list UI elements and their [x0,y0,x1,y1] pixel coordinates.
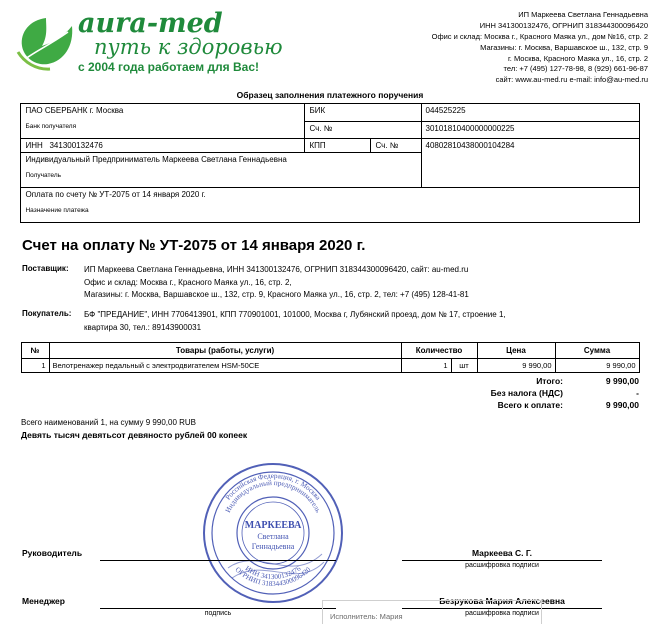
acc-label-cell: Сч. № [371,139,421,153]
company-info-line: Магазины: г. Москва, Варшавское ш., 132, стр. 9 [480,42,648,52]
corr-value-cell: 30101810400000000225 [421,121,639,139]
cell-num: 1 [21,359,49,373]
items-header-row [21,343,639,359]
purpose-text: Оплата по счету № УТ-2075 от 14 января 2020 г. [25,190,206,200]
company-info-line: Офис и склад: Москва г., Красного Маяка ул., дом №16, стр. 2 [431,31,648,41]
col-price: Цена [477,343,555,359]
document-header [0,0,660,86]
sig-name-right: Маркеева С. Г. [472,548,532,558]
sig-line-left [100,608,336,609]
buyer-line: БФ "ПРЕДАНИЕ", ИНН 7706413901, КПП 770901001, 101000, Москва г, Лубянский проезд, дом № 17, строение 1, [84,310,506,320]
total-label: Итого: [536,376,563,387]
kpp-label-cell: КПП [305,139,371,153]
vat-row [21,388,639,398]
vat-value: - [636,388,639,399]
payment-order-table [20,103,639,223]
col-qty: Количество [401,343,477,359]
inn-cell [21,139,305,153]
inn-label: ИНН [25,141,43,151]
cell-name: Велотренажер педальный с электродвигателем HSM-50CE [49,359,401,373]
purpose-label: Назначение платежа [25,207,89,215]
company-info-line: ИП Маркеева Светлана Геннадьевна [518,10,648,19]
signature-row-director [22,548,640,576]
cell-unit: шт [451,359,477,373]
total-value: 9 990,00 [605,376,639,387]
stamp-ring-bottom2: ИНН 341300132476 [243,564,303,582]
sig-line-left [100,560,336,561]
corr-label-cell: Сч. № [305,121,421,139]
recipient-cell [21,153,421,188]
sig-caption-right: расшифровка подписи [465,562,539,569]
payable-row [21,400,639,410]
supplier-label: Поставщик: [22,264,69,274]
items-table [21,342,640,373]
payable-label: Всего к оплате: [497,400,563,411]
summary-block [21,418,639,440]
company-stamp-icon [198,458,348,608]
sig-caption-left: подпись [204,610,232,617]
col-sum: Сумма [555,343,639,359]
company-info-line: тел: +7 (495) 127-78-98, 8 (929) 661-96-87 [503,64,648,74]
cell-price: 9 990,00 [477,359,555,373]
supplier-details [84,264,469,301]
supplier-block [22,264,660,301]
bank-cell [21,104,305,139]
bik-label-cell: БИК [305,104,421,122]
sig-caption-right: расшифровка подписи [465,610,539,617]
stamp-center-first: Светлана [257,532,289,541]
buyer-details [84,309,506,334]
stamp-ring-top2: Индивидуальный предприниматель [223,478,323,515]
leaf-icon [16,12,78,72]
recipient-name: Индивидуальный Предприниматель Маркеева Светлана Геннадьевна [25,155,287,165]
col-num: № [21,343,49,359]
stamp-ring-bottom: ОГРНИП 318344300096420 [233,565,313,589]
bank-label: Банк получателя [25,123,77,131]
payment-order-title: Образец заполнения платежного поручения [236,90,424,101]
supplier-line: Офис и склад: Москва г., Красного Маяка ул., 16, стр. 2, [84,277,292,287]
invoice-title: Счет на оплату № УТ-2075 от 14 января 2020 г. [22,237,366,255]
buyer-block [22,309,660,334]
executor-label: Исполнитель: Мария [330,612,403,621]
supplier-line: Магазины: г. Москва, Варшавское ш., 132, стр. 9, Красного Маяка ул., 16, стр. 2, тел: +7 (495) 128-41-81 [84,289,469,299]
table-row [21,359,639,373]
logo-subtitle: путь к здоровью [94,35,283,59]
sig-role-label: Менеджер [22,596,65,606]
purpose-cell [21,188,639,223]
company-logo [16,8,316,80]
buyer-label: Покупатель: [22,309,72,319]
company-info-line: сайт: www.au-med.ru e-mail: info@au-med.ru [495,75,648,85]
buyer-line: квартира 30, тел.: 89143900031 [84,322,202,332]
sig-role-label: Руководитель [22,548,83,558]
vat-label: Без налога (НДС) [490,388,563,399]
recipient-label: Получатель [25,172,62,180]
company-info-line: ИНН 341300132476, ОГРНИП 318344300096420 [479,20,648,30]
payable-value: 9 990,00 [605,400,639,411]
supplier-line: ИП Маркеева Светлана Геннадьевна, ИНН 341300132476, ОГРНИП 318344300096420, сайт: au-med.ru [84,265,469,275]
stamp-center-patronymic: Геннадьевна [251,542,295,551]
sig-name-right: Безрукова Мария Алексеевна [439,596,565,606]
logo-tagline: с 2004 года работаем для Вас! [78,60,259,74]
bank-name: ПАО СБЕРБАНК г. Москва [25,106,124,116]
sig-line-right [402,560,602,561]
summary-count: Всего наименований 1, на сумму 9 990,00 RUB [21,418,196,428]
bik-value-cell: 044525225 [421,104,639,122]
company-info-line: г. Москва, Красного Маяка ул., 16, стр. 2 [507,53,648,63]
cell-sum: 9 990,00 [555,359,639,373]
stamp-ring-top: Российская Федерация, г. Москва [224,472,323,502]
inn-value: 341300132476 [49,141,103,151]
total-row [21,376,639,386]
stamp-center-name: МАРКЕЕВА [244,520,302,531]
totals-block [21,376,639,410]
cell-qty: 1 [401,359,451,373]
col-name: Товары (работы, услуги) [49,343,401,359]
logo-title: aura-med [78,8,223,39]
company-contact-info [432,8,648,86]
summary-words: Девять тысяч девятьсот девяносто рублей 00 копеек [21,430,248,441]
acc-value-cell: 40802810438000104284 [421,139,639,188]
